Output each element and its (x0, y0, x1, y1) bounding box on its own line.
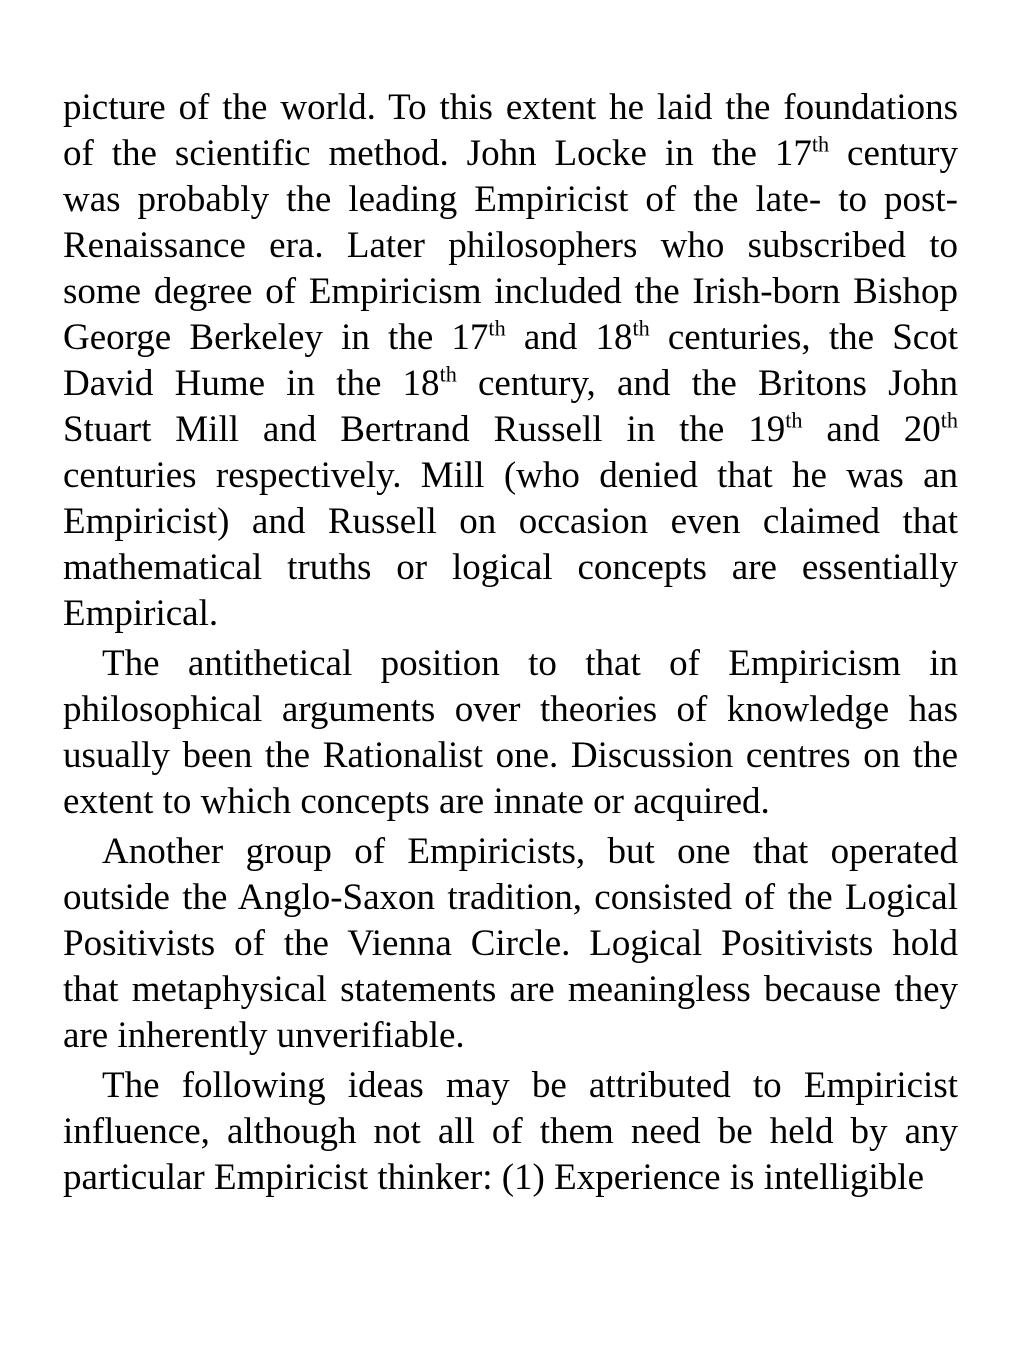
ordinal-superscript: th (811, 131, 830, 157)
ordinal-superscript: th (439, 361, 457, 387)
text-line: Renaissance era. Later philosophers who subscribed to (63, 225, 958, 266)
text-line: picture of the world. To this extent he laid the foundations (63, 87, 958, 128)
text-line: extent to which concepts are innate or acquired. (63, 781, 770, 822)
text-line: mathematical truths or logical concepts are essentially (63, 547, 958, 588)
text-line: The antithetical position to that of Empiricism in (102, 643, 958, 684)
text-line: some degree of Empiricism included the Irish-born Bishop (63, 271, 958, 312)
text-line: that metaphysical statements are meaningless because they (63, 969, 958, 1010)
text-line: usually been the Rationalist one. Discussion centres on the (63, 735, 958, 776)
ordinal-superscript: th (488, 315, 506, 341)
text-line: George Berkeley in the 17th and 18th centuries, the Scot (63, 315, 958, 358)
text-line: Empirical. (63, 593, 219, 634)
text-line: outside the Anglo-Saxon tradition, consisted of the Logical (63, 877, 958, 918)
text-line: The following ideas may be attributed to Empiricist (102, 1065, 958, 1106)
text-line: particular Empiricist thinker: (1) Experience is intelligible (63, 1157, 924, 1198)
text-line: Stuart Mill and Bertrand Russell in the 19th and 20th (63, 407, 958, 450)
text-line: David Hume in the 18th century, and the Britons John (63, 361, 959, 404)
text-line: centuries respectively. Mill (who denied that he was an (63, 455, 958, 496)
text-line: was probably the leading Empiricist of the late- to post- (63, 179, 958, 220)
text-line: philosophical arguments over theories of knowledge has (63, 689, 958, 730)
text-block (63, 85, 958, 1201)
text-line: influence, although not all of them need be held by any (63, 1111, 958, 1152)
text-line: Empiricist) and Russell on occasion even claimed that (63, 501, 958, 542)
paragraph-3 (63, 829, 958, 1059)
ordinal-superscript: th (632, 315, 650, 341)
text-line: Another group of Empiricists, but one that operated (102, 831, 958, 872)
ordinal-superscript: th (940, 407, 958, 433)
paragraph-1 (63, 85, 958, 637)
text-line: Positivists of the Vienna Circle. Logical Positivists hold (63, 923, 958, 964)
text-line: of the scientific method. John Locke in the 17th century (63, 131, 958, 174)
paragraph-4 (63, 1063, 958, 1201)
ordinal-superscript: th (785, 407, 803, 433)
paragraph-2 (63, 641, 958, 825)
text-line: are inherently unverifiable. (63, 1015, 465, 1056)
